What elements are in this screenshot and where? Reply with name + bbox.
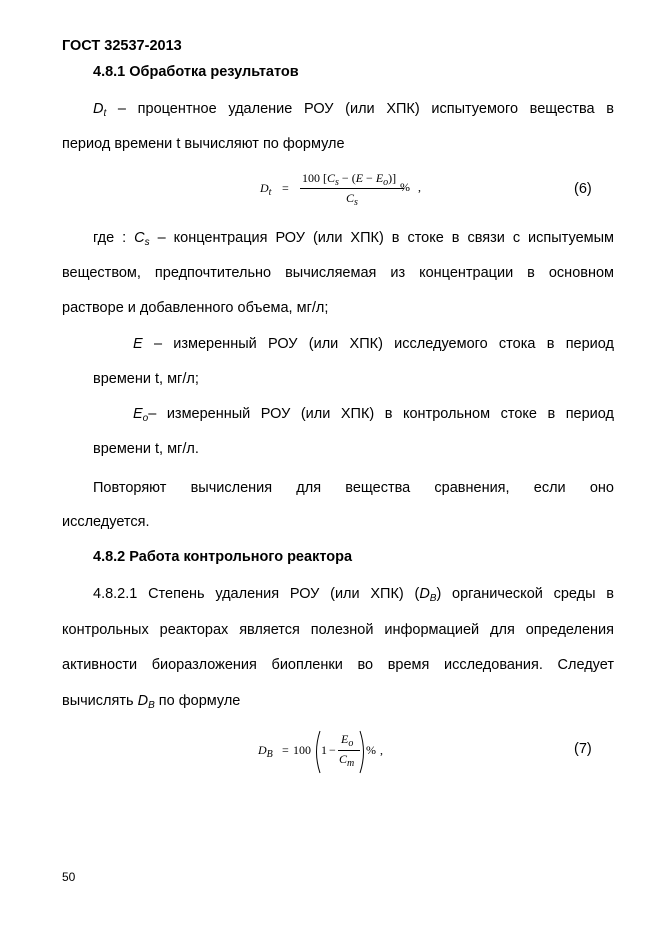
formula-7-lhs: $D_B$ bbox=[258, 743, 273, 760]
formula-6-equals: = bbox=[282, 181, 289, 195]
section-heading-4-8-2: 4.8.2 Работа контрольного реактора bbox=[93, 549, 353, 565]
symbol-e: E bbox=[133, 336, 143, 352]
page-number: 50 bbox=[62, 870, 76, 884]
formula-7-one: 1 bbox=[321, 743, 327, 757]
paragraph-e-line1: E – измеренный РОУ (или ХПК) исследуемого стока в период bbox=[133, 336, 614, 352]
symbol-cs: $C_s$ bbox=[134, 230, 150, 248]
paragraph-eo-line1: $E_o-$ измеренный РОУ (или ХПК) в контрольном стоке в период bbox=[133, 406, 614, 424]
paragraph-cs-line2: веществом, предпочтительно вычисляемая из концентрации в основном bbox=[62, 265, 614, 281]
formula-6-number: (6) bbox=[574, 181, 592, 197]
formula-7-coefficient: 100 bbox=[293, 743, 311, 757]
paragraph-repeat-line1: Повторяют вычисления для вещества сравнения, если оно bbox=[93, 480, 614, 496]
formula-6-lhs: $D_t$ bbox=[260, 181, 272, 198]
symbol-db: $D_B$ bbox=[419, 586, 437, 604]
paragraph-db-line1: 4.8.2.1 Степень удаления РОУ (или ХПК) $(D_B)$ органической среды в bbox=[93, 586, 614, 604]
symbol-db-2: $D_B$ bbox=[137, 693, 155, 711]
formula-6 bbox=[260, 171, 430, 211]
paragraph-db-line4: вычислять $D_B$ по формуле bbox=[62, 693, 241, 711]
formula-6-percent: % bbox=[400, 180, 410, 194]
formula-7-number: (7) bbox=[574, 741, 592, 757]
formula-6-denominator: $C_s$ bbox=[346, 191, 358, 208]
formula-6-numerator: 100 $[C_s - (E - E_o)]$ bbox=[302, 171, 397, 188]
formula-6-fraction-bar bbox=[300, 188, 404, 189]
paragraph-eo-line2: времени t, мг/л. bbox=[93, 441, 199, 457]
paragraph-db-line2: контрольных реакторах является полезной информацией для определения bbox=[62, 622, 614, 638]
paragraph-e-line2: времени t, мг/л; bbox=[93, 371, 199, 387]
formula-6-comma: , bbox=[418, 180, 421, 194]
formula-7-denominator: $C_m$ bbox=[339, 752, 355, 769]
section-heading-4-8-1: 4.8.1 Обработка результатов bbox=[93, 64, 299, 80]
symbol-eo: $E_o$ bbox=[133, 406, 149, 424]
symbol-dt: $D_t$ bbox=[93, 101, 107, 119]
paragraph-cs-line3: растворе и добавленного объема, мг/л; bbox=[62, 300, 329, 316]
paragraph-dt-line2: период времени t вычисляют по формуле bbox=[62, 136, 345, 152]
paragraph-cs-line1: где : $C_s$ – концентрация РОУ (или ХПК) в стоке в связи с испытуемым bbox=[93, 230, 614, 248]
formula-7 bbox=[258, 730, 398, 774]
paragraph-db-line3: активности биоразложения биопленки во время исследования. Следует bbox=[62, 657, 614, 673]
formula-7-comma: , bbox=[380, 743, 383, 757]
formula-7-minus: − bbox=[329, 743, 336, 757]
formula-7-fraction-bar bbox=[338, 750, 360, 751]
formula-7-equals: = bbox=[282, 743, 289, 757]
paragraph-dt-line1: $D_t$ – процентное удаление РОУ (или ХПК) испытуемого вещества в bbox=[93, 101, 614, 119]
formula-7-numerator: $E_o$ bbox=[341, 732, 354, 749]
document-id: ГОСТ 32537-2013 bbox=[62, 38, 182, 54]
paragraph-repeat-line2: исследуется. bbox=[62, 514, 150, 530]
formula-7-percent: % bbox=[366, 743, 376, 757]
